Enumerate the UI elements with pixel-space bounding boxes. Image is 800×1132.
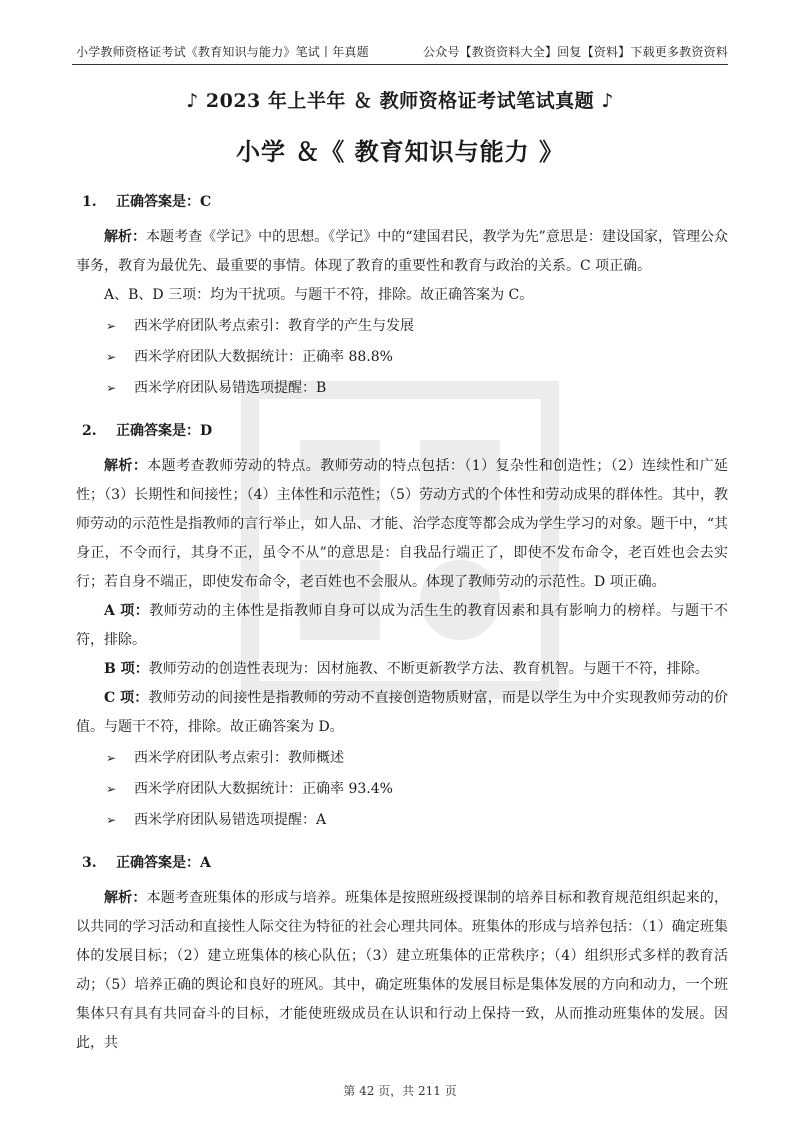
option-explanation — [76, 597, 728, 655]
option-text: 教师劳动的创造性表现为：因材施教、不断更新教学方法、教育机智。与题干不符，排除。 — [148, 661, 709, 677]
bullet-item: ➢ 西米学府团队易错选项提醒：A — [76, 806, 728, 835]
question-number: 2. — [82, 423, 97, 439]
arrow-bullet-icon: ➢ — [106, 319, 117, 333]
analysis-text: 本题考查班集体的形成与培养。班集体是按照班级授课制的培养目标和教育规范组织起来的，以共同的学习活动和直接性人际交往为特征的社会心理共同体。班集体的形成与培养包括：（1）确定班集体的发展目标；（2）建立班集体的核心队伍；（3）建立班集体的正常秩序；（4）组织形式多样的教育活动；（5）培养正确的舆论和良好的班风。其中，确定班集体的发展目标是集体发展的方向和动力，一个班集体只有具有共同奋斗的目标，才能使班级成员在认识和行动上保持一致，从而推动班集体的发展。因此，共 — [76, 890, 729, 1051]
header-right-text: 公众号【教资资料大全】回复【资料】下载更多教资资料 — [422, 45, 728, 59]
question-number: 1. — [82, 194, 97, 210]
option-label: A、B、D 三项： — [104, 287, 211, 303]
option-explanation — [76, 281, 728, 310]
option-label: B 项： — [104, 661, 149, 677]
header-divider — [72, 64, 728, 65]
answer-text: 正确答案是：C — [116, 194, 212, 210]
answer-text: 正确答案是：D — [116, 423, 213, 439]
analysis-text: 本题考查教师劳动的特点。教师劳动的特点包括：（1）复杂性和创造性；（2）连续性和广延性；（3）长期性和间接性；（4）主体性和示范性；（5）劳动方式的个体性和劳动成果的群体性。其中，教师劳动的示范性是指教师的言行举止，如人品、才能、治学态度等都会成为学生学习的对象。题干中，“其身正，不令而行，其身不正，虽令不从”的意思是：自我品行端正了，即使不发布命令，老百姓也会去实行；若自身不端正，即使发布命令，老百姓也不会服从。体现了教师劳动的示范性。D 项正确。 — [76, 458, 729, 590]
analysis-label: 解析： — [104, 458, 148, 474]
bullet-item: ➢ 西米学府团队大数据统计：正确率 88.8% — [76, 343, 728, 372]
bullet-item: ➢ 西米学府团队考点索引：教育学的产生与发展 — [76, 312, 728, 341]
option-explanation — [76, 684, 728, 742]
bullet-item: ➢ 西米学府团队大数据统计：正确率 93.4% — [76, 775, 728, 804]
arrow-bullet-icon: ➢ — [106, 813, 117, 827]
question-1-answer — [76, 188, 728, 217]
question-3-answer — [76, 849, 728, 878]
option-label: C 项： — [104, 690, 149, 706]
option-text: 教师劳动的主体性是指教师自身可以成为活生生的教育因素和具有影响力的榜样。与题干不符，排除。 — [76, 603, 728, 648]
answer-text: 正确答案是：A — [116, 855, 211, 871]
bullet-item: ➢ 西米学府团队考点索引：教师概述 — [76, 744, 728, 773]
analysis-text: 本题考查《学记》中的思想。《学记》中的“建国君民，教学为先”意思是：建设国家，管理公众事务，教育为最优先、最重要的事情。体现了教育的重要性和教育与政治的关系。C 项正确。 — [76, 229, 729, 274]
analysis-label: 解析： — [104, 890, 147, 906]
question-3-analysis — [76, 884, 728, 1058]
option-label: A 项： — [104, 603, 150, 619]
option-explanation — [76, 655, 728, 684]
arrow-bullet-icon: ➢ — [106, 381, 117, 395]
bullet-item: ➢ 西米学府团队易错选项提醒：B — [76, 374, 728, 403]
page-title: ♪ 2023 年上半年 ＆ 教师资格证考试笔试真题 ♪ — [186, 90, 614, 112]
header-left-text: 小学教师资格证考试《教育知识与能力》笔试丨年真题 — [76, 45, 369, 59]
analysis-label: 解析： — [104, 229, 147, 245]
option-text: 均为干扰项。与题干不符，排除。故正确答案为 C。 — [210, 287, 534, 303]
arrow-bullet-icon: ➢ — [106, 782, 117, 796]
page-number: 第 42 页，共 211 页 — [343, 1084, 457, 1098]
page-subtitle: 小学 ＆《 教育知识与能力 》 — [235, 137, 565, 166]
question-2-analysis — [76, 452, 728, 597]
question-1-analysis — [76, 223, 728, 281]
answer-content — [76, 188, 728, 1058]
question-number: 3. — [82, 855, 97, 871]
question-2-answer — [76, 417, 728, 446]
option-text: 教师劳动的间接性是指教师的劳动不直接创造物质财富，而是以学生为中介实现教师劳动的价值。与题干不符，排除。故正确答案为 D。 — [76, 690, 728, 735]
arrow-bullet-icon: ➢ — [106, 751, 117, 765]
arrow-bullet-icon: ➢ — [106, 350, 117, 364]
